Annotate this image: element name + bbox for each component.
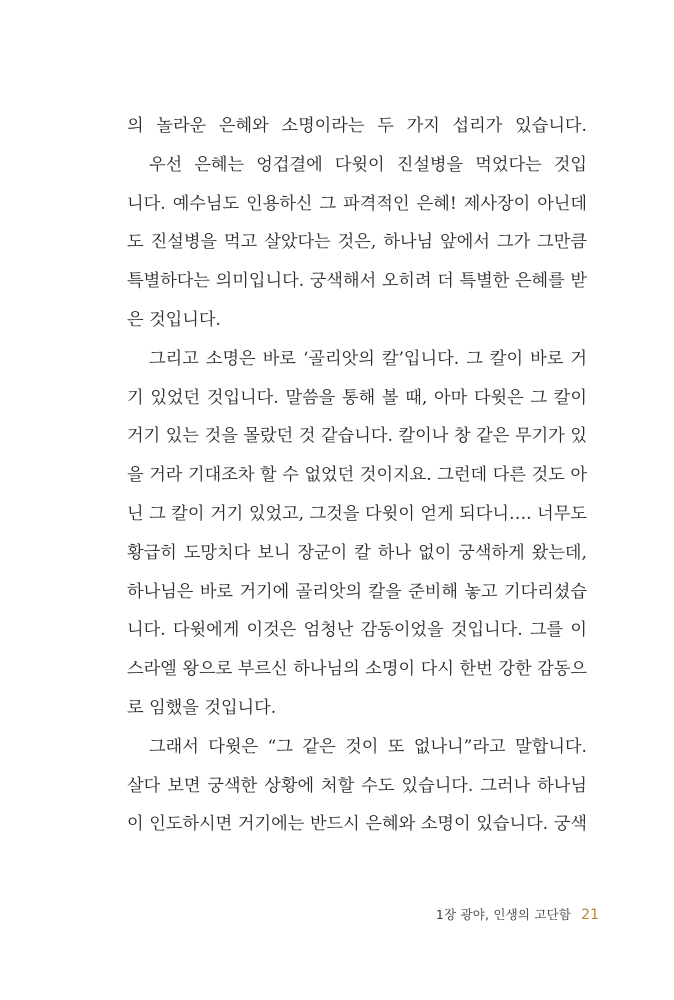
text-line: 기 있었던 것입니다. 말씀을 통해 볼 때, 아마 다윗은 그 칼이 [127,387,587,408]
text-line: 특별하다는 의미입니다. 궁색해서 오히려 더 특별한 은혜를 받 [127,271,587,292]
text-line: 그래서 다윗은 “그 같은 것이 또 없나니”라고 말합니다. [149,736,587,757]
text-line: 은 것입니다. [127,309,221,330]
text-line: 의 놀라운 은혜와 소명이라는 두 가지 섭리가 있습니다. [127,116,587,136]
text-line: 을 거라 기대조차 할 수 없었던 것이지요. 그런데 다른 것도 아 [127,465,587,486]
running-footer [436,905,599,925]
page-number: 21 [581,907,599,923]
text-line: 닌 그 칼이 거기 있었고, 그것을 다윗이 얻게 되다니…. 너무도 [127,503,587,524]
text-line: 로 임했을 것입니다. [127,697,277,718]
text-line: 황급히 도망치다 보니 장군이 칼 하나 없이 궁색하게 왔는데, [127,542,587,563]
text-line: 도 진설병을 먹고 살았다는 것은, 하나님 앞에서 그가 그만큼 [127,232,587,253]
body-text [127,107,587,844]
text-line: 하나님은 바로 거기에 골리앗의 칼을 준비해 놓고 기다리셨습 [127,581,587,602]
text-line: 살다 보면 궁색한 상황에 처할 수도 있습니다. 그러나 하나님 [127,775,587,796]
text-line: 거기 있는 것을 몰랐던 것 같습니다. 칼이나 창 같은 무기가 있 [127,426,587,447]
text-line: 니다. 예수님도 인용하신 그 파격적인 은혜! 제사장이 아닌데 [127,193,587,214]
text-line: 스라엘 왕으로 부르신 하나님의 소명이 다시 한번 강한 감동으 [127,659,587,680]
text-line: 이 인도하시면 거기에는 반드시 은혜와 소명이 있습니다. 궁색 [127,814,587,835]
text-line: 그리고 소명은 바로 ‘골리앗의 칼’입니다. 그 칼이 바로 거 [149,348,587,369]
text-line: 니다. 다윗에게 이것은 엄청난 감동이었을 것입니다. 그를 이 [127,620,587,641]
text-line: 우선 은혜는 엉겁결에 다윗이 진설병을 먹었다는 것입 [149,154,587,175]
chapter-title: 1장 광야, 인생의 고단함 [435,907,572,922]
